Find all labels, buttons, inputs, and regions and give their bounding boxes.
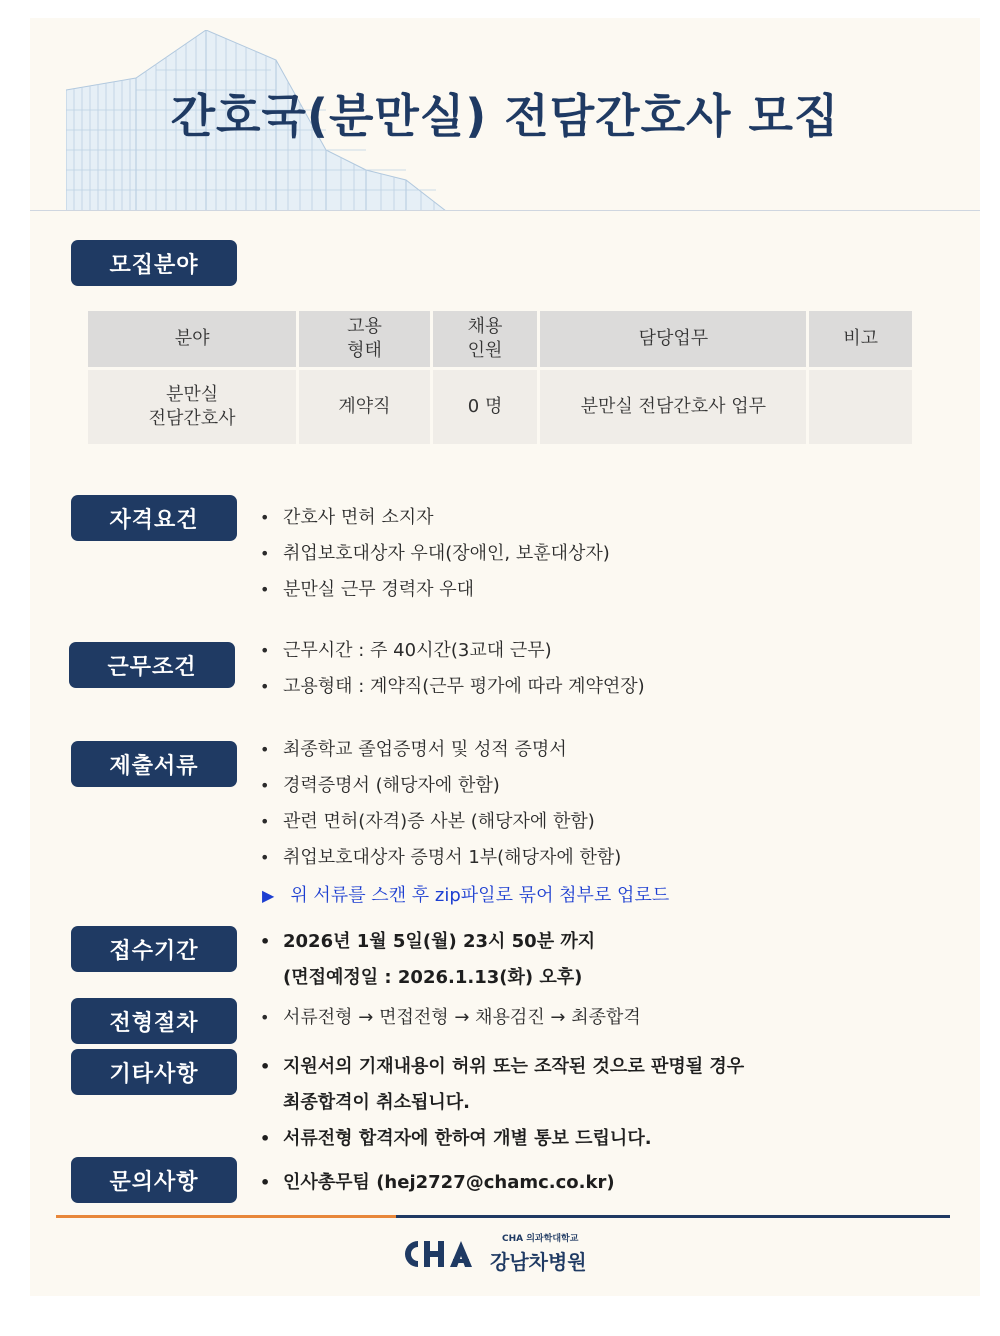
cell-duty: 분만실 전담간호사 업무	[580, 396, 766, 417]
table-header-cell	[88, 311, 296, 367]
logo-name: 강남차병원	[490, 1250, 587, 1274]
list-item-continued: 최종합격이 취소됩니다.	[283, 1092, 470, 1113]
table-header-cell	[433, 311, 538, 367]
list-item: • 경력증명서 (해당자에 한함)	[260, 768, 621, 804]
list-item: • 취업보호대상자 증명서 1부(해당자에 한함)	[260, 840, 621, 876]
list-item: • 지원서의 기재내용이 허위 또는 조작된 것으로 판명될 경우	[260, 1049, 744, 1085]
contact-list	[260, 1165, 615, 1201]
recruit-table	[85, 308, 915, 447]
page-title: 간호국(분만실) 전담간호사 모집	[170, 89, 840, 143]
table-row	[88, 370, 912, 444]
list-item: • 서류전형 → 면접전형 → 채용검진 → 최종합격	[260, 1000, 641, 1036]
header-employment: 고용 형태	[347, 316, 382, 361]
documents-note-text: 위 서류를 스캔 후 zip파일로 묶어 첨부로 업로드	[290, 885, 670, 906]
table-header-row	[88, 311, 912, 367]
footer-rule-orange	[56, 1215, 396, 1218]
logo-subtitle: CHA 의과학대학교	[502, 1234, 579, 1244]
table-cell	[88, 370, 296, 444]
triangle-right-icon: ▶	[262, 886, 275, 905]
section-badge-period: 접수기간	[71, 926, 237, 972]
cell-headcount: 0 명	[467, 396, 503, 417]
section-badge-conditions: 근무조건	[69, 642, 235, 688]
table-cell	[809, 370, 912, 444]
conditions-list	[260, 633, 645, 705]
section-badge-qualification: 자격요건	[71, 495, 237, 541]
section-badge-contact: 문의사항	[71, 1157, 237, 1203]
header-remarks: 비고	[843, 328, 879, 349]
table-header-cell	[809, 311, 912, 367]
cha-logo-mark	[398, 1231, 482, 1277]
list-item: • 인사총무팀 (hej2727@chamc.co.kr)	[260, 1165, 615, 1201]
section-badge-other: 기타사항	[71, 1049, 237, 1095]
list-item-continued: (면접예정일 : 2026.1.13(화) 오후)	[283, 967, 583, 988]
table-cell	[299, 370, 430, 444]
list-item: • 서류전형 합격자에 한하여 개별 통보 드립니다.	[260, 1121, 744, 1157]
header-field: 분야	[174, 328, 210, 349]
list-item: • 간호사 면허 소지자	[260, 500, 610, 536]
cell-employment: 계약직	[338, 396, 391, 417]
table-header-cell	[540, 311, 806, 367]
section-badge-process: 전형절차	[71, 998, 237, 1044]
qualification-list	[260, 500, 610, 608]
process-list	[260, 1000, 641, 1036]
header-headcount: 채용 인원	[467, 316, 503, 361]
section-badge-documents: 제출서류	[71, 741, 237, 787]
documents-note	[262, 881, 669, 907]
header	[30, 18, 980, 211]
list-item: • 관련 면허(자격)증 사본 (해당자에 한함)	[260, 804, 621, 840]
table-cell	[540, 370, 806, 444]
other-list	[260, 1049, 744, 1157]
list-item: • 2026년 1월 5일(월) 23시 50분 까지	[260, 924, 595, 960]
list-item: • 분만실 근무 경력자 우대	[260, 572, 610, 608]
header-duty: 담당업무	[638, 328, 709, 349]
section-badge-field: 모집분야	[71, 240, 237, 286]
poster	[30, 18, 980, 1296]
footer-rule-navy	[396, 1215, 950, 1218]
documents-list	[260, 732, 621, 876]
period-list	[260, 924, 595, 996]
list-item: • 근무시간 : 주 40시간(3교대 근무)	[260, 633, 645, 669]
list-item: • 최종학교 졸업증명서 및 성적 증명서	[260, 732, 621, 768]
cell-field: 분만실 전담간호사	[148, 384, 236, 429]
list-item: • 고용형태 : 계약직(근무 평가에 따라 계약연장)	[260, 669, 645, 705]
hospital-logo-text	[490, 1231, 630, 1275]
table-header-cell	[299, 311, 430, 367]
table-cell	[433, 370, 538, 444]
list-item: • 취업보호대상자 우대(장애인, 보훈대상자)	[260, 536, 610, 572]
